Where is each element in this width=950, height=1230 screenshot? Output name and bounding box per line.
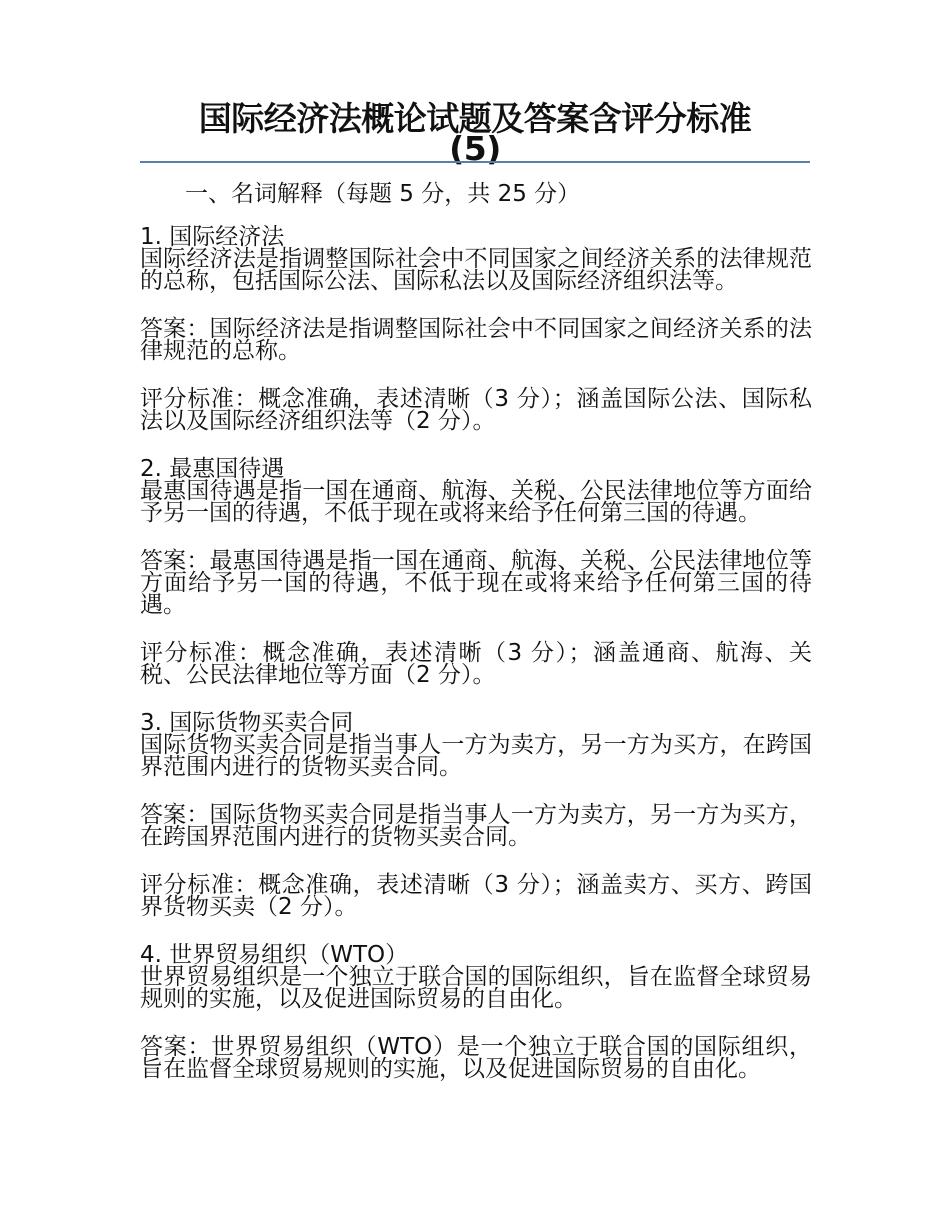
item-heading: 2. 最惠国待遇 bbox=[140, 456, 285, 482]
item-scoring: 评分标准：概念准确，表述清晰（3 分）；涵盖通商、航海、关税、公民法律地位等方面（2 分）。 bbox=[140, 640, 812, 688]
item-definition: 世界贸易组织是一个独立于联合国的国际组织，旨在监督全球贸易规则的实施，以及促进国际贸易的自由化。 bbox=[140, 964, 812, 1012]
item-3 bbox=[140, 712, 812, 944]
item-answer: 答案：国际货物买卖合同是指当事人一方为卖方，另一方为买方，在跨国界范围内进行的货物买卖合同。 bbox=[140, 802, 812, 850]
item-answer: 答案：最惠国待遇是指一国在通商、航海、关税、公民法律地位等方面给予另一国的待遇，不低于现在或将来给予任何第三国的待遇。 bbox=[140, 548, 812, 618]
item-2 bbox=[140, 458, 812, 712]
title-line-1: 国际经济法概论试题及答案含评分标准 bbox=[198, 99, 752, 138]
title-divider bbox=[140, 161, 810, 163]
title-line-2: (5) bbox=[449, 129, 501, 168]
item-4 bbox=[140, 944, 812, 1080]
item-heading: 3. 国际货物买卖合同 bbox=[140, 710, 354, 736]
item-heading: 4. 世界贸易组织（WTO） bbox=[140, 942, 409, 968]
document-title bbox=[140, 99, 810, 168]
item-definition: 最惠国待遇是指一国在通商、航海、关税、公民法律地位等方面给予另一国的待遇，不低于现在或将来给予任何第三国的待遇。 bbox=[140, 478, 812, 526]
document-body bbox=[140, 226, 812, 1080]
item-answer: 答案：国际经济法是指调整国际社会中不同国家之间经济关系的法律规范的总称。 bbox=[140, 316, 812, 364]
item-scoring: 评分标准：概念准确，表述清晰（3 分）；涵盖卖方、买方、跨国界货物买卖（2 分）。 bbox=[140, 872, 812, 920]
item-1 bbox=[140, 226, 812, 458]
item-scoring: 评分标准：概念准确，表述清晰（3 分）；涵盖国际公法、国际私法以及国际经济组织法等（2 分）。 bbox=[140, 386, 812, 434]
item-definition: 国际经济法是指调整国际社会中不同国家之间经济关系的法律规范的总称，包括国际公法、国际私法以及国际经济组织法等。 bbox=[140, 246, 812, 294]
section-heading: 一、名词解释（每题 5 分，共 25 分） bbox=[185, 181, 581, 207]
item-heading: 1. 国际经济法 bbox=[140, 224, 285, 250]
item-answer: 答案：世界贸易组织（WTO）是一个独立于联合国的国际组织，旨在监督全球贸易规则的实施，以及促进国际贸易的自由化。 bbox=[140, 1034, 812, 1082]
item-definition: 国际货物买卖合同是指当事人一方为卖方，另一方为买方，在跨国界范围内进行的货物买卖合同。 bbox=[140, 732, 812, 780]
